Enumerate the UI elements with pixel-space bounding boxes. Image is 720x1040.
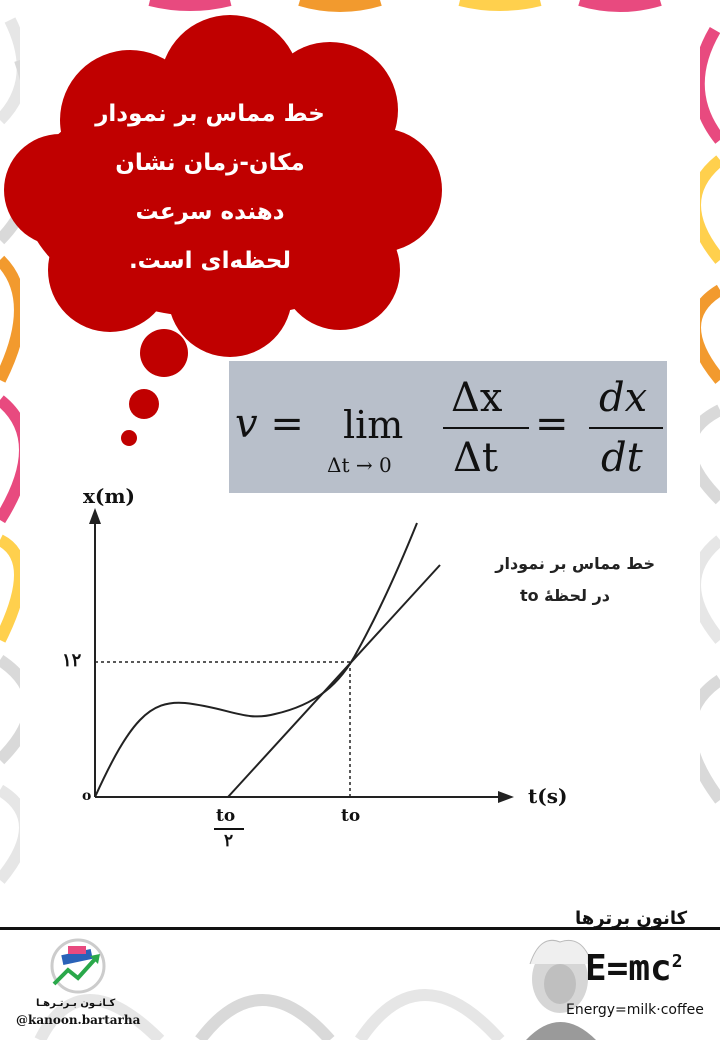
emc-formula	[585, 948, 683, 989]
formula-frac1-den: Δt	[453, 435, 498, 481]
x-axis-arrow	[498, 791, 514, 803]
origin-label: o	[82, 788, 92, 804]
kanoon-logo	[44, 936, 120, 996]
emc-text: E=mc	[585, 948, 672, 989]
bubble-line-4: لحظه‌ای است.	[128, 248, 292, 274]
formula-lim: lim	[343, 403, 404, 447]
banner-brand: کانون برترها	[575, 908, 688, 929]
instagram-handle: @kanoon.bartarha	[16, 1013, 141, 1027]
x-tick-half-bar	[214, 828, 244, 830]
emc-superscript: 2	[671, 951, 683, 972]
position-curve	[95, 523, 417, 797]
tangent-label-line-2: در لحظهٔ to	[519, 586, 610, 605]
tangent-label	[455, 548, 655, 612]
formula-frac1-num: Δx	[451, 375, 503, 421]
x-tick-t0: to	[341, 806, 361, 826]
y-tick-12: ۱۲	[62, 650, 82, 671]
x-axis-label: t(s)	[528, 784, 568, 808]
bubble-line-2: مکان-زمان نشان	[115, 150, 305, 176]
x-tick-half-num: to	[216, 806, 236, 826]
bubble-line-1: خط مماس بر نمودار	[95, 101, 325, 127]
formula-frac2-den: dt	[601, 435, 643, 481]
formula-lhs: v =	[235, 401, 304, 447]
energy-tagline: Energy=milk·coffee	[566, 1002, 704, 1018]
tangent-line	[228, 565, 440, 797]
formula-frac2-num: dx	[599, 375, 648, 421]
formula-equals: =	[535, 401, 569, 447]
tangent-label-line-1: خط مماس بر نمودار	[495, 554, 655, 573]
x-tick-half-den: ۲	[224, 831, 234, 851]
y-axis-label: x(m)	[83, 484, 136, 508]
brand-name-fa: کـانـون بـرتـرهـا	[36, 998, 116, 1009]
y-axis-arrow	[89, 508, 101, 524]
formula-lim-sub: Δt → 0	[327, 453, 392, 477]
bubble-line-3: دهنده سرعت	[135, 199, 285, 225]
